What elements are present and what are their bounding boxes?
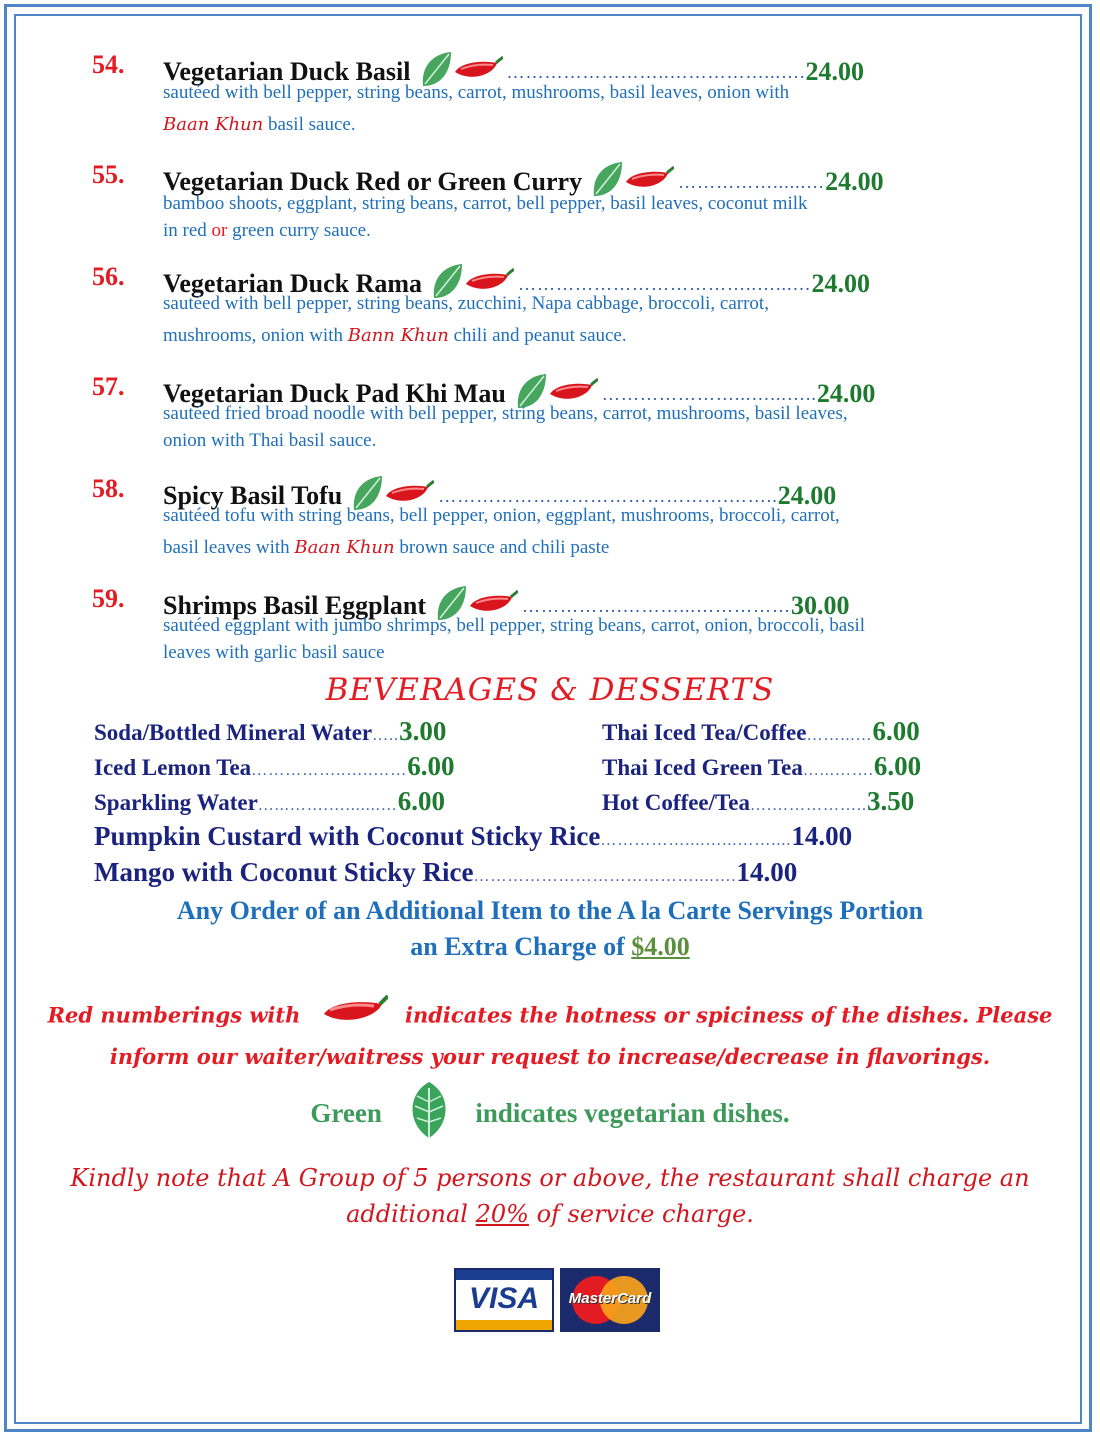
- mastercard-logo: MasterCard: [560, 1268, 660, 1332]
- item-number: 59.: [92, 584, 125, 613]
- item-number: 56.: [92, 262, 125, 291]
- leader-dots: …..: [372, 727, 400, 744]
- leader-dots: …...…….: [802, 762, 874, 779]
- item-description-line: [163, 501, 840, 531]
- beverage-name: Hot Coffee/Tea: [602, 790, 750, 815]
- beverage-item: [94, 716, 446, 747]
- dessert-item: [94, 857, 797, 888]
- dessert-name: Pumpkin Custard with Coconut Sticky Rice: [94, 821, 601, 851]
- item-name: Vegetarian Duck Rama: [163, 269, 423, 298]
- description-text: basil sauce.: [263, 114, 356, 135]
- group-service-charge-note: [0, 1160, 1100, 1232]
- leader-dots: …………………...…...…..: [601, 383, 817, 404]
- leader-dots: …………………………………....….: [473, 868, 737, 885]
- item-description-line: [163, 533, 609, 563]
- description-text: onion with Thai basil sauce.: [163, 430, 377, 451]
- description-text: basil leaves with: [163, 537, 295, 558]
- beverage-item: [94, 786, 445, 817]
- group-note-line1: Kindly note that A Group of 5 persons or above, the restaurant shall charge an: [70, 1164, 1030, 1192]
- beverage-price: 6.00: [407, 751, 455, 781]
- spicy-legend: [0, 994, 1100, 1074]
- description-text: mushrooms, onion with: [163, 325, 348, 346]
- item-name: Shrimps Basil Eggplant: [163, 591, 426, 620]
- description-text: green curry sauce.: [227, 220, 371, 241]
- item-name: Vegetarian Duck Pad Khi Mau: [163, 379, 506, 408]
- beverage-name: Thai Iced Green Tea: [602, 755, 803, 780]
- description-text: sautéed with bell pepper, string beans, carrot, mushrooms, basil leaves, onion with: [163, 82, 790, 103]
- extra-charge-line2: an Extra Charge of $4.00: [410, 932, 690, 961]
- item-number: 57.: [92, 372, 125, 401]
- beverage-item: [94, 751, 454, 782]
- item-description-line: [163, 426, 376, 456]
- beverage-price: 3.50: [866, 786, 915, 816]
- item-name: Vegetarian Duck Red or Green Curry: [163, 167, 583, 196]
- dessert-price: 14.00: [791, 821, 853, 851]
- brand-name: Bann Khun: [347, 325, 449, 346]
- service-charge-percent: 20%: [475, 1200, 529, 1228]
- leader-dots: ……………..…..……: [251, 762, 408, 779]
- leader-dots: ……………………..……………...….: [506, 61, 806, 82]
- beverage-item: [602, 751, 921, 782]
- beverage-price: 6.00: [873, 751, 922, 781]
- item-price: 24.00: [805, 57, 864, 86]
- beverage-name: Thai Iced Tea/Coffee: [602, 720, 807, 745]
- item-price: 24.00: [811, 269, 871, 298]
- description-text: bamboo shoots, eggplant, string beans, carrot, bell pepper, basil leaves, coconut milk: [163, 193, 808, 214]
- spicy-legend-line2: inform our waiter/waitress your request to increase/decrease in flavorings.: [109, 1044, 991, 1069]
- leader-dots: ……………....…...……....: [600, 832, 792, 849]
- description-text: in red: [163, 220, 212, 241]
- dessert-price: 14.00: [736, 857, 798, 887]
- item-description-line: [163, 78, 789, 108]
- item-name: Spicy Basil Tofu: [163, 481, 343, 510]
- leader-dots: ………………………………..…...…: [518, 273, 812, 294]
- item-description-line: [163, 399, 848, 429]
- item-description-line: [163, 638, 385, 668]
- dessert-item: [94, 821, 852, 852]
- description-text: sautéed with bell pepper, string beans, zucchini, Napa cabbage, broccoli, carrot,: [163, 293, 769, 314]
- item-description-line: [163, 110, 356, 140]
- leader-dots: …...…….….......…: [257, 797, 398, 814]
- spicy-legend-line1: Red numberings with indicates the hotness or spiciness of the dishes. Please: [0, 994, 1100, 1040]
- item-description-line: [163, 189, 808, 219]
- leader-dots: ……………......…: [678, 171, 826, 192]
- item-price: 30.00: [790, 591, 850, 620]
- group-note-line2: additional 20% of service charge.: [346, 1200, 754, 1228]
- brand-name: Baan Khun: [163, 114, 264, 135]
- item-description-line: [163, 289, 769, 319]
- description-text: sautéed eggplant with jumbo shrimps, bell pepper, string beans, carrot, onion, broccoli, basil: [163, 615, 866, 636]
- item-number: 54.: [92, 50, 125, 79]
- item-number: 58.: [92, 474, 125, 503]
- beverage-name: Sparkling Water: [94, 790, 258, 815]
- item-description-line: [163, 216, 371, 246]
- item-price: 24.00: [816, 379, 876, 408]
- description-text: sautéed fried broad noodle with bell pepper, string beans, carrot, mushrooms, basil leaves,: [163, 403, 848, 424]
- chili-pepper-icon: [318, 994, 388, 1040]
- leader-dots: ……...…: [806, 727, 873, 744]
- vegetarian-legend: Green indicates vegetarian dishes.: [0, 1080, 1100, 1147]
- item-description-line: [163, 321, 627, 351]
- beverage-name: Iced Lemon Tea: [94, 755, 252, 780]
- description-text: leaves with garlic basil sauce: [163, 642, 385, 663]
- dessert-name: Mango with Coconut Sticky Rice: [94, 857, 474, 887]
- extra-charge-line1: Any Order of an Additional Item to the A la Carte Servings Portion: [176, 896, 924, 925]
- extra-charge-amount: $4.00: [631, 932, 690, 961]
- section-title: BEVERAGES & DESSERTS: [325, 672, 775, 708]
- leader-dots: ….……………..: [749, 797, 867, 814]
- leader-dots: …………….………...……………: [521, 595, 791, 616]
- brand-name: Baan Khun: [294, 537, 395, 558]
- beverage-price: 3.00: [399, 716, 447, 746]
- red-word: or: [211, 220, 228, 241]
- leader-dots: ……………………………………….……..: [438, 485, 778, 506]
- description-text: chili and peanut sauce.: [448, 325, 627, 346]
- beverage-item: [602, 786, 914, 817]
- item-description-line: [163, 611, 865, 641]
- basil-leaf-icon: [403, 1080, 455, 1147]
- beverage-name: Soda/Bottled Mineral Water: [94, 720, 373, 745]
- extra-charge-notice: [0, 893, 1100, 965]
- item-price: 24.00: [777, 481, 837, 510]
- item-name: Vegetarian Duck Basil: [163, 57, 411, 86]
- visa-logo: VISA: [454, 1268, 554, 1332]
- beverage-item: [602, 716, 920, 747]
- beverage-price: 6.00: [397, 786, 446, 816]
- description-text: brown sauce and chili paste: [394, 537, 610, 558]
- beverage-price: 6.00: [872, 716, 920, 746]
- item-price: 24.00: [825, 167, 884, 196]
- description-text: sautéed tofu with string beans, bell pepper, onion, eggplant, mushrooms, broccoli, carrot,: [163, 505, 840, 526]
- item-number: 55.: [92, 160, 125, 189]
